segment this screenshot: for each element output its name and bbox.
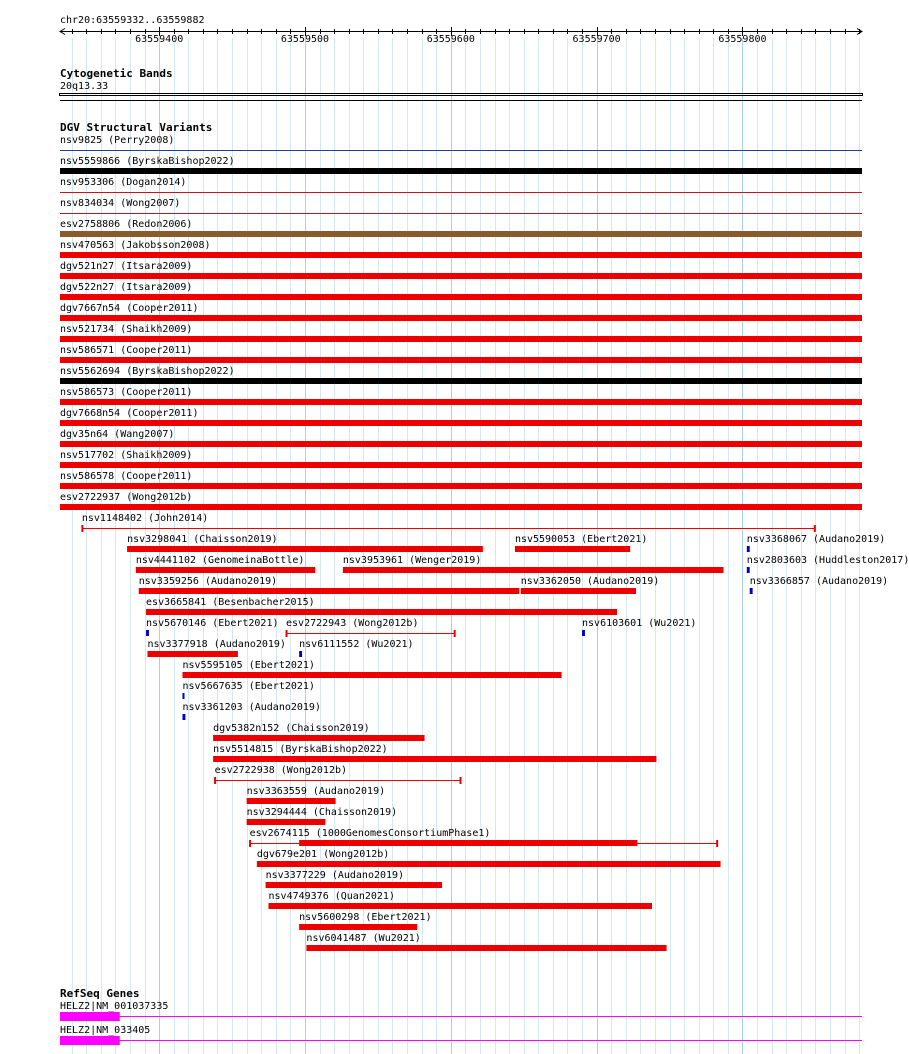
variant-bar[interactable] (247, 798, 336, 804)
gene-exon[interactable] (60, 1036, 120, 1045)
ruler-tick-label: 63559700 (572, 34, 621, 45)
variant-bar[interactable] (60, 168, 862, 174)
variant-bar[interactable] (60, 504, 862, 510)
variant-bar[interactable] (213, 735, 424, 741)
variant-label[interactable]: nsv9825 (Perry2008) (60, 135, 175, 146)
variant-bar[interactable] (299, 924, 417, 930)
variant-bar[interactable] (60, 483, 862, 489)
variant-bar[interactable] (515, 546, 630, 552)
variant-bar[interactable] (146, 609, 617, 615)
variant-label[interactable]: nsv470563 (Jakobsson2008) (60, 240, 211, 251)
variant-label[interactable]: esv2674115 (1000GenomesConsortiumPhase1) (249, 828, 491, 839)
variant-label[interactable]: dgv7667n54 (Cooper2011) (60, 303, 199, 314)
variant-label[interactable]: nsv3377918 (Audano2019) (147, 639, 286, 650)
variant-label[interactable]: nsv586573 (Cooper2011) (60, 387, 193, 398)
variant-label[interactable]: nsv3298041 (Chaisson2019) (127, 534, 278, 545)
variant-bar[interactable] (306, 945, 666, 951)
variant-bar[interactable] (60, 273, 862, 279)
variant-label[interactable]: nsv5670146 (Ebert2021) (146, 618, 279, 629)
variant-label[interactable]: nsv521734 (Shaikh2009) (60, 324, 193, 335)
variant-bar[interactable] (750, 588, 753, 594)
variant-label[interactable]: nsv5514815 (ByrskaBishop2022) (213, 744, 388, 755)
variant-label[interactable]: nsv586571 (Cooper2011) (60, 345, 193, 356)
variant-label[interactable]: nsv5562694 (ByrskaBishop2022) (60, 366, 235, 377)
variant-label[interactable]: nsv3363559 (Audano2019) (246, 786, 386, 797)
variant-bar[interactable] (60, 336, 862, 342)
variant-bar[interactable] (299, 651, 302, 657)
variant-bar[interactable] (299, 840, 637, 846)
variant-label[interactable]: nsv3362050 (Audano2019) (520, 576, 660, 587)
variant-label[interactable]: dgv35n64 (Wang2007) (60, 429, 175, 440)
variant-bar[interactable] (582, 630, 585, 636)
variant-label[interactable]: nsv6041487 (Wu2021) (306, 933, 421, 944)
variant-label[interactable]: nsv5590053 (Ebert2021) (514, 534, 648, 545)
cytoband-label[interactable]: 20q13.33 (60, 81, 109, 92)
variant-bar[interactable] (60, 315, 862, 321)
ruler-tick-label: 63559500 (280, 34, 330, 45)
variant-bar[interactable] (60, 462, 862, 468)
variant-bar[interactable] (182, 672, 561, 678)
variant-bar[interactable] (60, 420, 862, 426)
variant-label[interactable]: nsv3368067 (Audano2019) (746, 534, 886, 545)
variant-label[interactable]: nsv2803603 (Huddleston2017) (746, 555, 909, 566)
variant-bar[interactable] (60, 399, 862, 405)
variant-label[interactable]: nsv5600298 (Ebert2021) (299, 912, 432, 923)
variant-label[interactable]: nsv3361203 (Audano2019) (182, 702, 321, 713)
variant-bar[interactable] (247, 819, 326, 825)
variant-bar[interactable] (257, 861, 721, 867)
variant-bar[interactable] (147, 651, 237, 657)
variant-label[interactable]: nsv4749376 (Quan2021) (268, 891, 395, 902)
variant-label[interactable]: esv2722938 (Wong2012b) (214, 765, 348, 776)
variant-label[interactable]: nsv3377229 (Audano2019) (265, 870, 405, 881)
variant-label[interactable]: dgv522n27 (Itsara2009) (60, 282, 193, 293)
variant-label[interactable]: dgv521n27 (Itsara2009) (60, 261, 193, 272)
variant-label[interactable]: dgv7668n54 (Cooper2011) (60, 408, 199, 419)
ruler-tick-label: 63559800 (718, 34, 767, 45)
variant-label[interactable]: dgv5382n152 (Chaisson2019) (213, 723, 370, 734)
variant-bar[interactable] (60, 252, 862, 258)
refseq-track-title: RefSeq Genes (60, 987, 140, 1000)
variant-bar[interactable] (343, 567, 724, 573)
gene-label[interactable]: HELZ2|NM_033405 (60, 1025, 151, 1036)
variant-bar[interactable] (747, 546, 750, 552)
cytoband-track-title: Cytogenetic Bands (60, 67, 173, 80)
variant-bar[interactable] (60, 231, 862, 237)
cytoband-bar[interactable] (60, 94, 863, 96)
variant-bar[interactable] (747, 567, 750, 573)
variant-label[interactable]: esv2722943 (Wong2012b) (286, 618, 419, 629)
variant-label[interactable]: nsv586578 (Cooper2011) (60, 471, 193, 482)
variant-label[interactable]: nsv6103601 (Wu2021) (582, 618, 697, 629)
variant-bar[interactable] (60, 378, 862, 384)
variant-label[interactable]: esv3665841 (Besenbacher2015) (146, 597, 315, 608)
variant-label[interactable]: nsv3366857 (Audano2019) (749, 576, 889, 587)
variant-label[interactable]: nsv3953961 (Wenger2019) (342, 555, 482, 566)
variant-bar[interactable] (60, 441, 862, 447)
variant-label[interactable]: nsv6111552 (Wu2021) (299, 639, 414, 650)
gene-exon[interactable] (60, 1012, 120, 1021)
variant-bar[interactable] (182, 714, 185, 720)
variant-bar[interactable] (269, 903, 653, 909)
variant-bar[interactable] (266, 882, 442, 888)
variant-label[interactable]: nsv5667635 (Ebert2021) (182, 681, 315, 692)
variant-label[interactable]: nsv834034 (Wong2007) (60, 198, 181, 209)
variant-bar[interactable] (127, 546, 483, 552)
variant-label[interactable]: nsv1148402 (John2014) (81, 513, 209, 524)
variant-label[interactable]: esv2722937 (Wong2012b) (60, 492, 193, 503)
variant-bar[interactable] (213, 756, 656, 762)
variant-label[interactable]: nsv3359256 (Audano2019) (138, 576, 278, 587)
variant-bar[interactable] (60, 357, 862, 363)
variant-bar[interactable] (139, 588, 520, 594)
variant-label[interactable]: dgv679e201 (Wong2012b) (256, 849, 390, 860)
variant-bar[interactable] (521, 588, 636, 594)
ruler-tick-label: 63559600 (426, 34, 475, 45)
variant-label[interactable]: nsv4441102 (GenomeinaBottle) (135, 555, 305, 566)
ruler-tick-label: 63559400 (135, 34, 184, 45)
variant-bar[interactable] (182, 693, 184, 699)
variant-label[interactable]: nsv3294444 (Chaisson2019) (246, 807, 398, 818)
variant-bar[interactable] (146, 630, 149, 636)
variant-bar[interactable] (136, 567, 315, 573)
variant-label[interactable]: esv2758806 (Redon2006) (60, 219, 193, 230)
gene-label[interactable]: HELZ2|NM_001037335 (60, 1001, 169, 1012)
variant-label[interactable]: nsv5559866 (ByrskaBishop2022) (60, 156, 235, 167)
variant-label[interactable]: nsv517702 (Shaikh2009) (60, 450, 193, 461)
variant-label[interactable]: nsv953306 (Dogan2014) (60, 177, 187, 188)
variant-label[interactable]: nsv5595105 (Ebert2021) (182, 660, 315, 671)
variant-bar[interactable] (60, 294, 862, 300)
region-label: chr20:63559332..63559882 (60, 15, 205, 26)
dgv-track-title: DGV Structural Variants (60, 121, 213, 134)
